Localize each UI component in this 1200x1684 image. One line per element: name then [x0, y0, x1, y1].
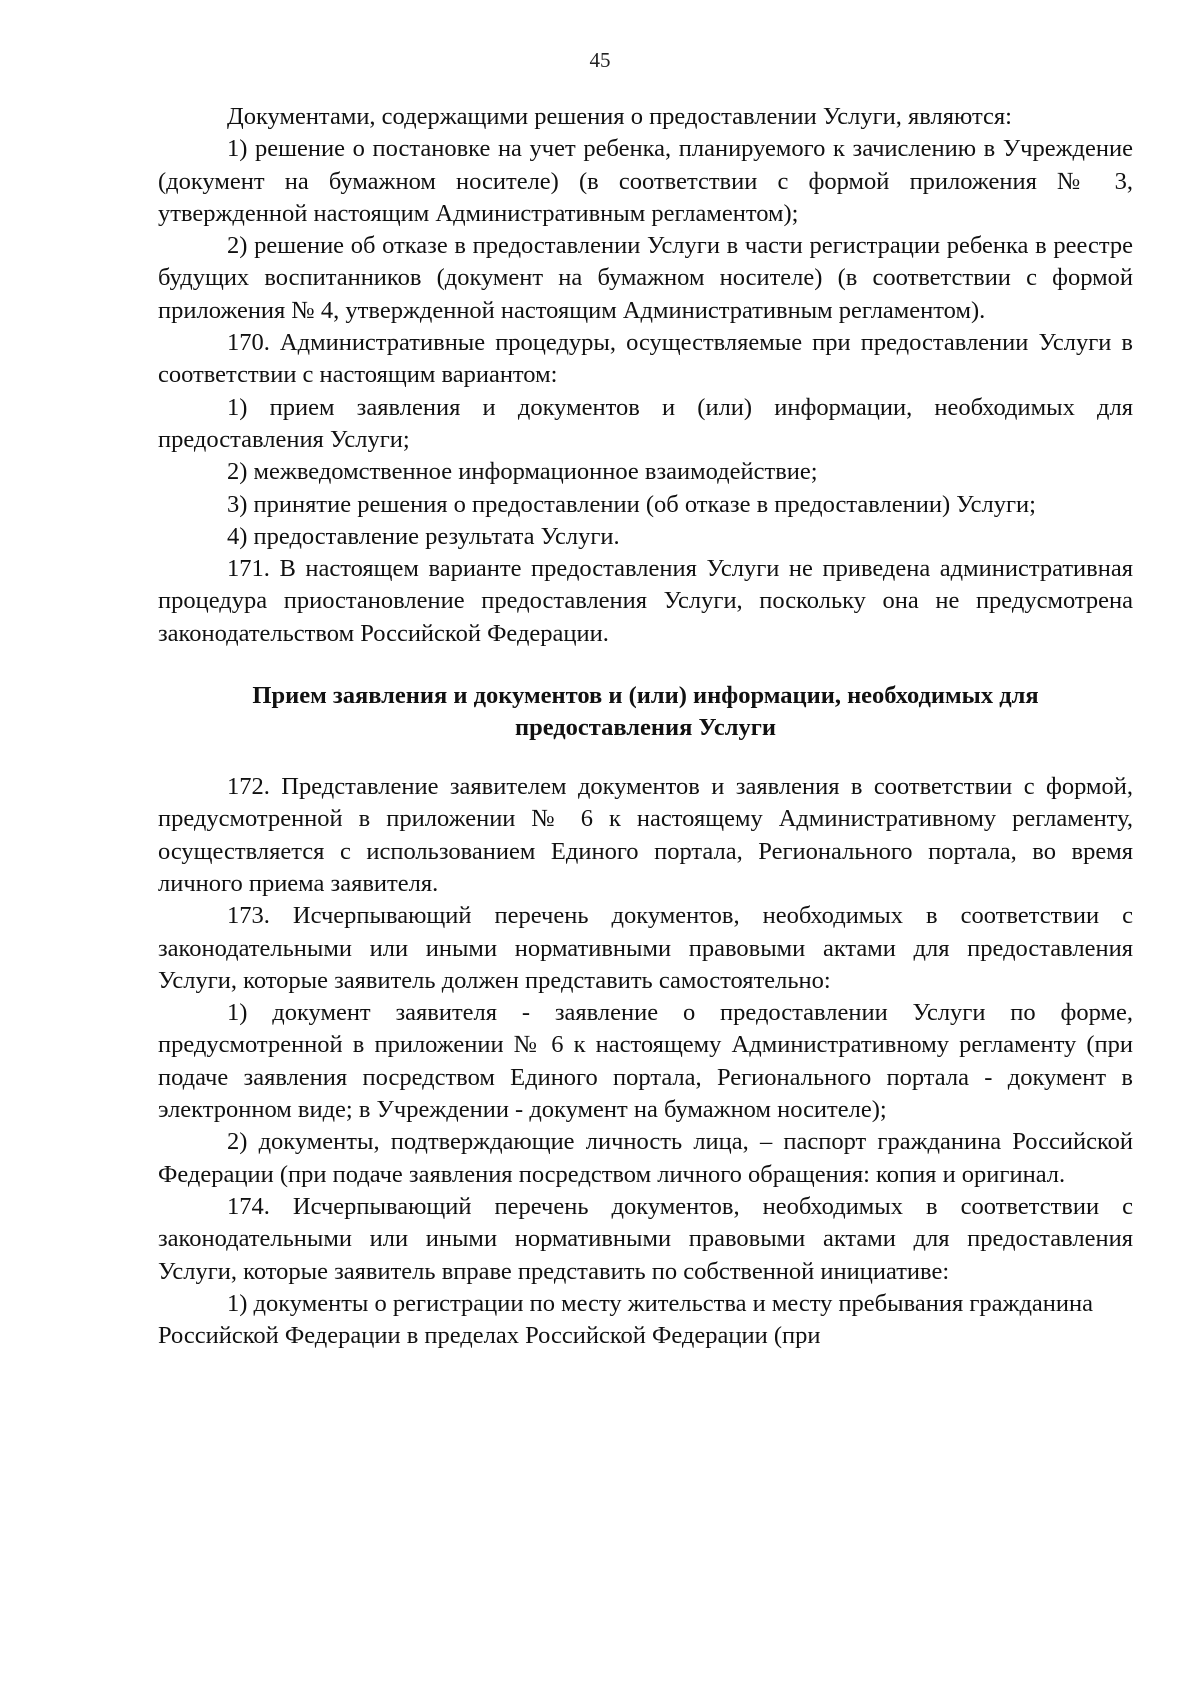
list-item-document-2: 2) документы, подтверждающие личность лица, – паспорт гражданина Российской Федерации (при подаче заявления посредством личного обращения: копия и оригинал.: [158, 1128, 1133, 1188]
paragraph-173: 173. Исчерпывающий перечень документов, необходимых в соответствии с законодательными или иными нормативными правовыми актами для предоставления Услуги, которые заявитель должен представить самостоятельно:: [158, 902, 1133, 994]
page-number: 45: [589, 48, 611, 72]
paragraph-results-intro: Документами, содержащими решения о предоставлении Услуги, являются:: [227, 103, 1012, 130]
paragraph-decision-refusal: 2) решение об отказе в предоставлении Услуги в части регистрации ребенка в реестре будущих воспитанников (документ на бумажном носителе) (в соответствии с формой приложения № 4, утвержденной настоящим Административным регламентом).: [158, 232, 1133, 324]
list-item-optional-document-1: 1) документы о регистрации по месту жительства и месту пребывания гражданина Российской Федерации в пределах Российской Федерации (при: [158, 1289, 1093, 1350]
paragraph-170: 170. Административные процедуры, осуществляемые при предоставлении Услуги в соответствии с настоящим вариантом:: [158, 329, 1133, 389]
section-heading-line-1: Прием заявления и документов и (или) информации, необходимых для: [252, 682, 1039, 710]
paragraph-171: 171. В настоящем варианте предоставления Услуги не приведена административная процедура приостановление предоставления Услуги, поскольку она не предусмотрена законодательством Российской Федерации.: [158, 555, 1133, 647]
list-item-procedure-3: 3) принятие решения о предоставлении (об отказе в предоставлении) Услуги;: [227, 490, 1036, 518]
list-item-procedure-1: 1) прием заявления и документов и (или) информации, необходимых для предоставления Услуги;: [158, 393, 1133, 453]
paragraph-decision-registration: 1) решение о постановке на учет ребенка, планируемого к зачислению в Учреждение (документ на бумажном носителе) (в соответствии с формой приложения № 3, утвержденной настоящим Административным регламентом);: [158, 135, 1133, 227]
section-heading: [158, 680, 1133, 744]
paragraph-174: 174. Исчерпывающий перечень документов, необходимых в соответствии с законодательными или иными нормативными правовыми актами для предоставления Услуги, которые заявитель вправе представить по собственной инициативе:: [158, 1192, 1133, 1285]
list-item-procedure-2: 2) межведомственное информационное взаимодействие;: [227, 458, 818, 486]
page-content: [158, 101, 1133, 1352]
paragraph-172: 172. Представление заявителем документов и заявления в соответствии с формой, предусмотренной в приложении № 6 к настоящему Административному регламенту, осуществляется с использованием Единого портала, Регионального портала, во время личного приема заявителя.: [158, 773, 1133, 897]
list-item-document-1: 1) документ заявителя - заявление о предоставлении Услуги по форме, предусмотренной в приложении № 6 к настоящему Административному регламенту (при подаче заявления посредством Единого портала, Регионального портала - документ в электронном виде; в Учреждении - документ на бумажном носителе);: [158, 999, 1133, 1124]
list-item-procedure-4: 4) предоставление результата Услуги.: [227, 522, 620, 550]
section-heading-line-2: предоставления Услуги: [515, 714, 776, 742]
